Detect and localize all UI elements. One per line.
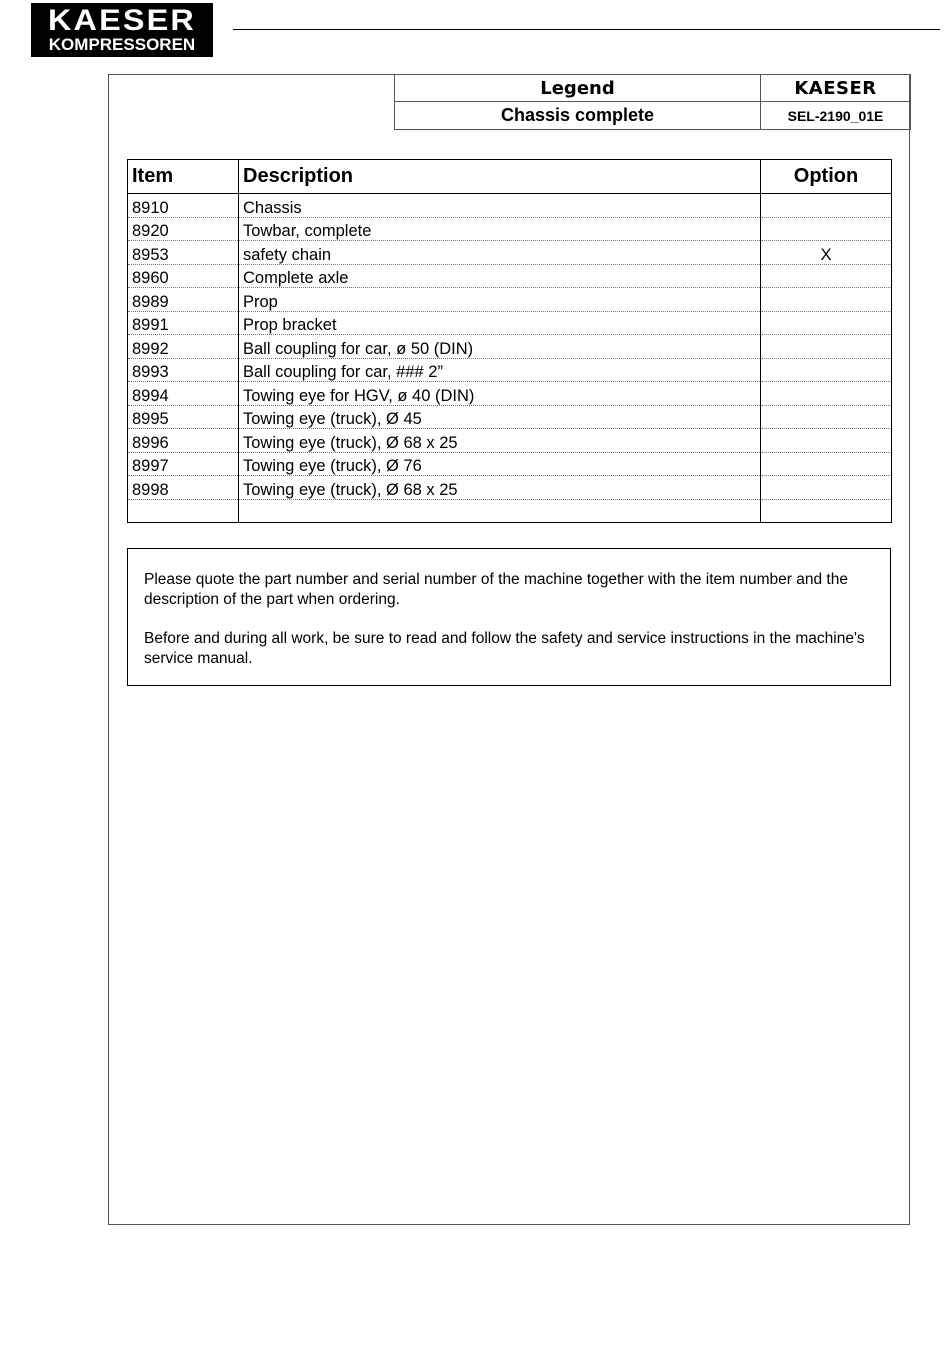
header-rule [233,29,940,30]
table-row [128,429,892,453]
logo-line-2: KOMPRESSOREN [48,35,196,54]
table-row [128,311,892,335]
empty-cell [239,499,761,522]
cell-description: Ball coupling for car, ø 50 (DIN) [239,335,761,359]
table-row [128,264,892,288]
document-number: SEL-2190_01E [761,102,911,130]
column-header-item: Item [128,160,239,194]
cell-description: safety chain [239,241,761,265]
table-row [128,476,892,500]
ordering-notes [127,548,891,686]
table-row [128,335,892,359]
cell-option [761,194,892,218]
cell-description: Towing eye (truck), Ø 68 x 25 [239,476,761,500]
legend-label: Legend [395,75,761,102]
table-row-empty [128,499,892,522]
cell-item: 8992 [128,335,239,359]
cell-item: 8997 [128,452,239,476]
table-row [128,452,892,476]
table-row [128,382,892,406]
empty-cell [128,499,239,522]
kaeser-logo [31,3,213,57]
cell-item: 8953 [128,241,239,265]
table-row [128,194,892,218]
cell-option [761,217,892,241]
cell-option: X [761,241,892,265]
brand-label: KAESER [761,75,911,102]
cell-description: Towing eye for HGV, ø 40 (DIN) [239,382,761,406]
cell-item: 8910 [128,194,239,218]
cell-description: Ball coupling for car, ### 2” [239,358,761,382]
cell-description: Towbar, complete [239,217,761,241]
table-row [128,405,892,429]
cell-item: 8998 [128,476,239,500]
column-header-option: Option [761,160,892,194]
cell-description: Prop [239,288,761,312]
cell-option [761,288,892,312]
cell-option [761,358,892,382]
cell-option [761,311,892,335]
cell-item: 8996 [128,429,239,453]
note-safety: Before and during all work, be sure to read and follow the safety and service instructions in the machine's service manual. [144,630,865,667]
cell-item: 8920 [128,217,239,241]
cell-item: 8995 [128,405,239,429]
cell-option [761,382,892,406]
cell-description: Prop bracket [239,311,761,335]
parts-table [127,159,892,523]
cell-item: 8993 [128,358,239,382]
cell-option [761,264,892,288]
cell-item: 8994 [128,382,239,406]
column-header-description: Description [239,160,761,194]
logo-line-1: KAESER [48,4,196,37]
table-row [128,358,892,382]
note-ordering: Please quote the part number and serial number of the machine together with the item number and the description of the part when ordering. [144,571,848,608]
cell-option [761,452,892,476]
cell-description: Complete axle [239,264,761,288]
cell-description: Towing eye (truck), Ø 68 x 25 [239,429,761,453]
table-row [128,217,892,241]
table-header-row [128,160,892,194]
table-row [128,241,892,265]
cell-option [761,335,892,359]
cell-item: 8989 [128,288,239,312]
cell-item: 8991 [128,311,239,335]
title-block [394,74,911,130]
cell-item: 8960 [128,264,239,288]
cell-description: Chassis [239,194,761,218]
cell-description: Towing eye (truck), Ø 45 [239,405,761,429]
cell-description: Towing eye (truck), Ø 76 [239,452,761,476]
cell-option [761,476,892,500]
empty-cell [761,499,892,522]
document-title: Chassis complete [395,102,761,130]
cell-option [761,405,892,429]
cell-option [761,429,892,453]
table-row [128,288,892,312]
